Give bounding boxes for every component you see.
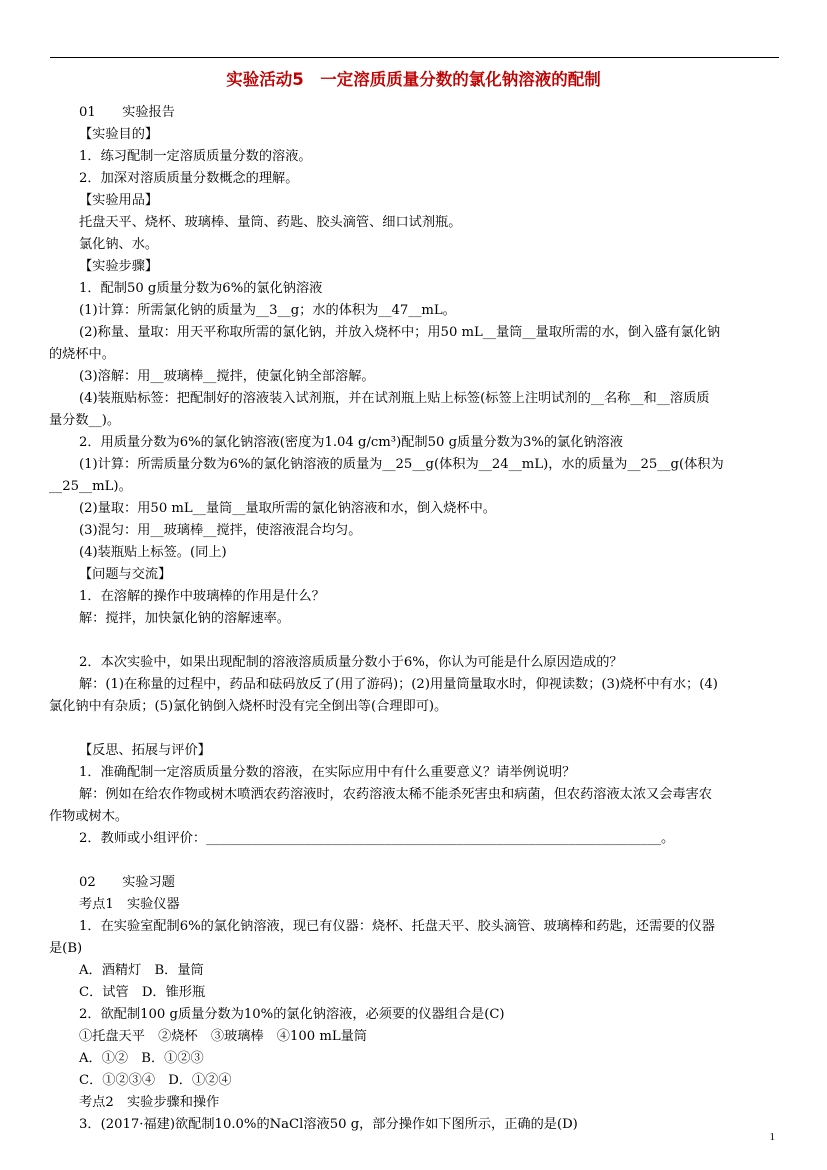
text-line: (4)装瓶贴标签：把配制好的溶液装入试剂瓶，并在试剂瓶上贴上标签(标签上注明试剂的__名称__和__溶质质 (79, 391, 710, 406)
text-line: 【反思、拓展与评价】 (79, 743, 211, 758)
blank-line (79, 630, 779, 652)
text-line: 1．配制50 g质量分数为6%的氯化钠溶液 (79, 281, 323, 296)
text-line: (2)量取：用50 mL__量筒__量取所需的氯化钠溶液和水，倒入烧杯中。 (79, 501, 496, 516)
text-line: 解：搅拌，加快氯化钠的溶解速率。 (79, 611, 290, 626)
header-rule (50, 57, 779, 58)
text-line: (1)计算：所需氯化钠的质量为__3__g；水的体积为__47__mL。 (79, 303, 456, 318)
text-line: 考点2 实验步骤和操作 (79, 1095, 220, 1110)
section-heading: 02 实验习题 (79, 875, 175, 890)
text-line: (3)溶解：用__玻璃棒__搅拌，使氯化钠全部溶解。 (79, 369, 375, 384)
text-line: 考点1 实验仪器 (79, 897, 180, 912)
page-number: 1 (769, 1131, 775, 1143)
text-line: 的烧杯中。 (49, 347, 115, 362)
blank-line (79, 850, 779, 872)
text-line: C．试管 D．锥形瓶 (79, 985, 206, 1000)
text-line: 【实验目的】 (79, 127, 159, 142)
page-title: 实验活动5 一定溶质质量分数的氯化钠溶液的配制 (226, 70, 601, 89)
text-line: (4)装瓶贴上标签。(同上) (79, 545, 227, 560)
text-line: __25__mL)。 (49, 479, 132, 494)
text-line: 1．在实验室配制6%的氯化钠溶液，现已有仪器：烧杯、托盘天平、胶头滴管、玻璃棒和药匙，还需要的仪器 (79, 919, 715, 934)
text-line: 2．用质量分数为6%的氯化钠溶液(密度为1.04 g/cm³)配制50 g质量分数为3%的氯化钠溶液 (79, 435, 623, 450)
blank-line (79, 718, 779, 740)
text-line: 解：(1)在称量的过程中，药品和砝码放反了(用了游码)；(2)用量筒量取水时，仰视读数；(3)烧杯中有水；(4) (79, 677, 718, 692)
text-line: (2)称量、量取：用天平称取所需的氯化钠，并放入烧杯中；用50 mL__量筒__量取所需的水，倒入盛有氯化钠 (79, 325, 721, 340)
text-line: 2．加深对溶质质量分数概念的理解。 (79, 171, 299, 186)
text-line: 【实验用品】 (79, 193, 159, 208)
section-heading: 01 实验报告 (79, 105, 175, 120)
text-line: ①托盘天平 ②烧杯 ③玻璃棒 ④100 mL量筒 (79, 1029, 367, 1044)
text-line: C．①②③④ D．①②④ (79, 1073, 232, 1088)
text-line: 1．练习配制一定溶质质量分数的溶液。 (79, 149, 312, 164)
text-line: 3．(2017·福建)欲配制10.0%的NaCl溶液50 g，部分操作如下图所示，正确的是(D) (79, 1117, 578, 1132)
text-line: 氯化钠中有杂质；(5)氯化钠倒入烧杯时没有完全倒出等(合理即可)。 (49, 699, 448, 714)
text-line: 1．在溶解的操作中玻璃棒的作用是什么？ (79, 589, 325, 604)
document-body (49, 102, 779, 1136)
text-line: 【问题与交流】 (79, 567, 172, 582)
text-line: 【实验步骤】 (79, 259, 159, 274)
text-line: 2．本次实验中，如果出现配制的溶液溶质质量分数小于6%，你认为可能是什么原因造成的？ (79, 655, 623, 670)
text-line: 量分数__)。 (49, 413, 121, 428)
text-line: (1)计算：所需质量分数为6%的氯化钠溶液的质量为__25__g(体积为__24__mL)，水的质量为__25__g(体积为 (79, 457, 724, 472)
text-line: 是(B) (49, 941, 83, 956)
text-line: A．①② B．①②③ (79, 1051, 204, 1066)
text-line: 解：例如在给农作物或树木喷洒农药溶液时，农药溶液太稀不能杀死害虫和病菌，但农药溶液太浓又会毒害农 (79, 787, 712, 802)
text-line: 氯化钠、水。 (79, 237, 159, 252)
text-line: 2．欲配制100 g质量分数为10%的氯化钠溶液，必须要的仪器组合是(C) (79, 1007, 505, 1022)
text-line: (3)混匀：用__玻璃棒__搅拌，使溶液混合均匀。 (79, 523, 362, 538)
text-line: 1．准确配制一定溶质质量分数的溶液，在实际应用中有什么重要意义？请举例说明？ (79, 765, 576, 780)
text-line: 托盘天平、烧杯、玻璃棒、量筒、药匙、胶头滴管、细口试剂瓶。 (79, 215, 462, 230)
text-line: 2．教师或小组评价：_____________________________________________________________________。 (79, 831, 675, 846)
text-line: 作物或树木。 (49, 809, 129, 824)
text-line: A．酒精灯 B．量筒 (79, 963, 204, 978)
